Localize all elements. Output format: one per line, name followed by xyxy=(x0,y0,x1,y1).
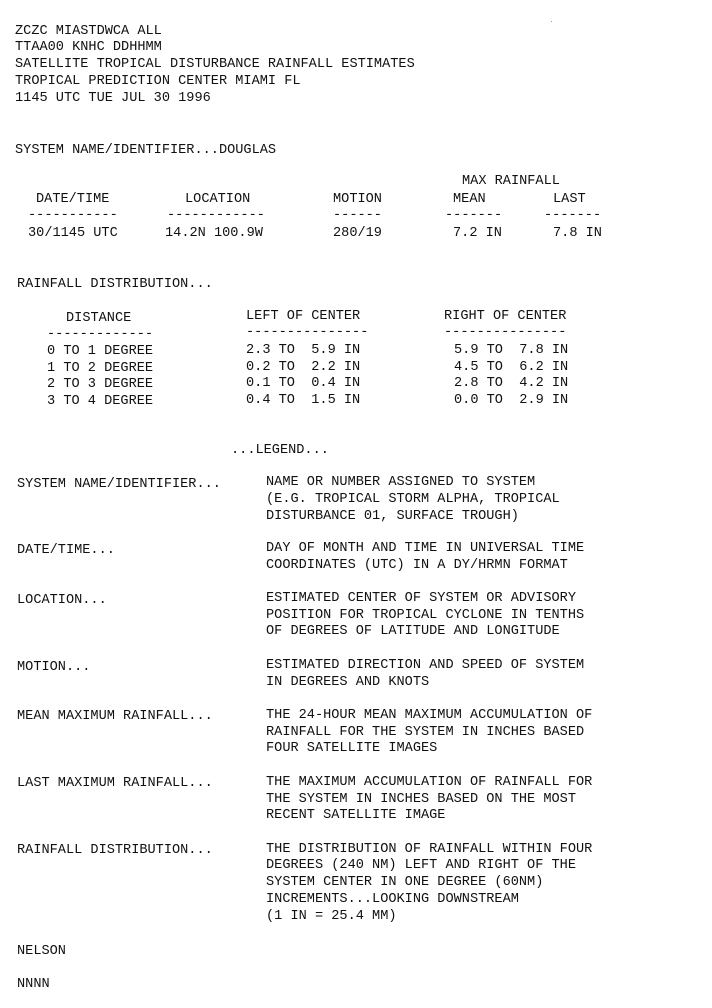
legend-def-last-max-2: THE SYSTEM IN INCHES BASED ON THE MOST xyxy=(266,792,576,807)
legend-title: ...LEGEND... xyxy=(231,443,329,458)
legend-def-location-3: OF DEGREES OF LATITUDE AND LONGITUDE xyxy=(266,624,560,639)
value-last: 7.8 IN xyxy=(553,226,602,241)
legend-def-location-2: POSITION FOR TROPICAL CYCLONE IN TENTHS xyxy=(266,608,585,623)
legend-term-system: SYSTEM NAME/IDENTIFIER... xyxy=(17,477,221,492)
dash-right: --------------- xyxy=(444,325,567,340)
dist-row-1-distance: 0 TO 1 DEGREE xyxy=(47,344,154,359)
legend-def-datetime-1: DAY OF MONTH AND TIME IN UNIVERSAL TIME xyxy=(266,541,585,556)
legend-term-motion: MOTION... xyxy=(17,660,91,675)
legend-term-last-max: LAST MAXIMUM RAINFALL... xyxy=(17,776,213,791)
dist-row-2-distance: 1 TO 2 DEGREE xyxy=(47,361,154,376)
legend-def-location-1: ESTIMATED CENTER OF SYSTEM OR ADVISORY xyxy=(266,591,576,606)
dist-row-3-distance: 2 TO 3 DEGREE xyxy=(47,377,154,392)
dash-datetime: ----------- xyxy=(28,208,118,223)
legend-term-distribution: RAINFALL DISTRIBUTION... xyxy=(17,843,213,858)
scan-speck xyxy=(551,21,552,22)
col-left-of-center: LEFT OF CENTER xyxy=(246,309,361,324)
dist-row-1-right: 5.9 TO 7.8 IN xyxy=(454,343,569,358)
dist-row-2-left: 0.2 TO 2.2 IN xyxy=(246,360,361,375)
legend-term-location: LOCATION... xyxy=(17,593,107,608)
col-motion: MOTION xyxy=(333,192,382,207)
dist-row-1-left: 2.3 TO 5.9 IN xyxy=(246,343,361,358)
legend-term-datetime: DATE/TIME... xyxy=(17,543,115,558)
header-line-2: TTAA00 KNHC DDHHMM xyxy=(15,40,162,55)
dash-location: ------------ xyxy=(167,208,265,223)
value-mean: 7.2 IN xyxy=(453,226,502,241)
header-line-3: SATELLITE TROPICAL DISTURBANCE RAINFALL ESTIMATES xyxy=(15,57,415,72)
dist-row-4-right: 0.0 TO 2.9 IN xyxy=(454,393,569,408)
col-mean: MEAN xyxy=(453,192,486,207)
header-line-5: 1145 UTC TUE JUL 30 1996 xyxy=(15,91,211,106)
value-location: 14.2N 100.9W xyxy=(165,226,263,241)
col-location: LOCATION xyxy=(185,192,251,207)
dash-distance: ------------- xyxy=(47,327,154,342)
dist-row-3-right: 2.8 TO 4.2 IN xyxy=(454,376,569,391)
legend-def-distribution-5: (1 IN = 25.4 MM) xyxy=(266,909,397,924)
dash-left: --------------- xyxy=(246,325,369,340)
legend-def-last-max-1: THE MAXIMUM ACCUMULATION OF RAINFALL FOR xyxy=(266,775,593,790)
legend-def-distribution-3: SYSTEM CENTER IN ONE DEGREE (60NM) xyxy=(266,875,544,890)
value-motion: 280/19 xyxy=(333,226,382,241)
dash-last: ------- xyxy=(544,208,602,223)
legend-def-datetime-2: COORDINATES (UTC) IN A DY/HRMN FORMAT xyxy=(266,558,568,573)
dist-row-4-distance: 3 TO 4 DEGREE xyxy=(47,394,154,409)
legend-term-mean-max: MEAN MAXIMUM RAINFALL... xyxy=(17,709,213,724)
legend-def-system-3: DISTURBANCE 01, SURFACE TROUGH) xyxy=(266,509,519,524)
legend-def-last-max-3: RECENT SATELLITE IMAGE xyxy=(266,808,446,823)
col-datetime: DATE/TIME xyxy=(36,192,110,207)
legend-def-motion-1: ESTIMATED DIRECTION AND SPEED OF SYSTEM xyxy=(266,658,585,673)
legend-def-system-2: (E.G. TROPICAL STORM ALPHA, TROPICAL xyxy=(266,492,560,507)
dist-row-4-left: 0.4 TO 1.5 IN xyxy=(246,393,361,408)
value-datetime: 30/1145 UTC xyxy=(28,226,118,241)
legend-def-mean-max-3: FOUR SATELLITE IMAGES xyxy=(266,741,438,756)
system-identifier: SYSTEM NAME/IDENTIFIER...DOUGLAS xyxy=(15,143,277,158)
col-distance: DISTANCE xyxy=(66,311,132,326)
legend-def-mean-max-1: THE 24-HOUR MEAN MAXIMUM ACCUMULATION OF xyxy=(266,708,593,723)
legend-def-distribution-4: INCREMENTS...LOOKING DOWNSTREAM xyxy=(266,892,519,907)
legend-def-mean-max-2: RAINFALL FOR THE SYSTEM IN INCHES BASED xyxy=(266,725,585,740)
max-rainfall-header: MAX RAINFALL xyxy=(462,174,560,189)
col-right-of-center: RIGHT OF CENTER xyxy=(444,309,567,324)
legend-def-motion-2: IN DEGREES AND KNOTS xyxy=(266,675,430,690)
distribution-title: RAINFALL DISTRIBUTION... xyxy=(17,277,213,292)
dist-row-2-right: 4.5 TO 6.2 IN xyxy=(454,360,569,375)
legend-def-system-1: NAME OR NUMBER ASSIGNED TO SYSTEM xyxy=(266,475,536,490)
dash-mean: ------- xyxy=(445,208,503,223)
col-last: LAST xyxy=(553,192,586,207)
legend-def-distribution-2: DEGREES (240 NM) LEFT AND RIGHT OF THE xyxy=(266,858,576,873)
header-line-4: TROPICAL PREDICTION CENTER MIAMI FL xyxy=(15,74,301,89)
signature: NELSON xyxy=(17,944,66,959)
end-marker: NNNN xyxy=(17,977,50,992)
dist-row-3-left: 0.1 TO 0.4 IN xyxy=(246,376,361,391)
legend-def-distribution-1: THE DISTRIBUTION OF RAINFALL WITHIN FOUR xyxy=(266,842,593,857)
header-line-1: ZCZC MIASTDWCA ALL xyxy=(15,24,162,39)
dash-motion: ------ xyxy=(333,208,382,223)
